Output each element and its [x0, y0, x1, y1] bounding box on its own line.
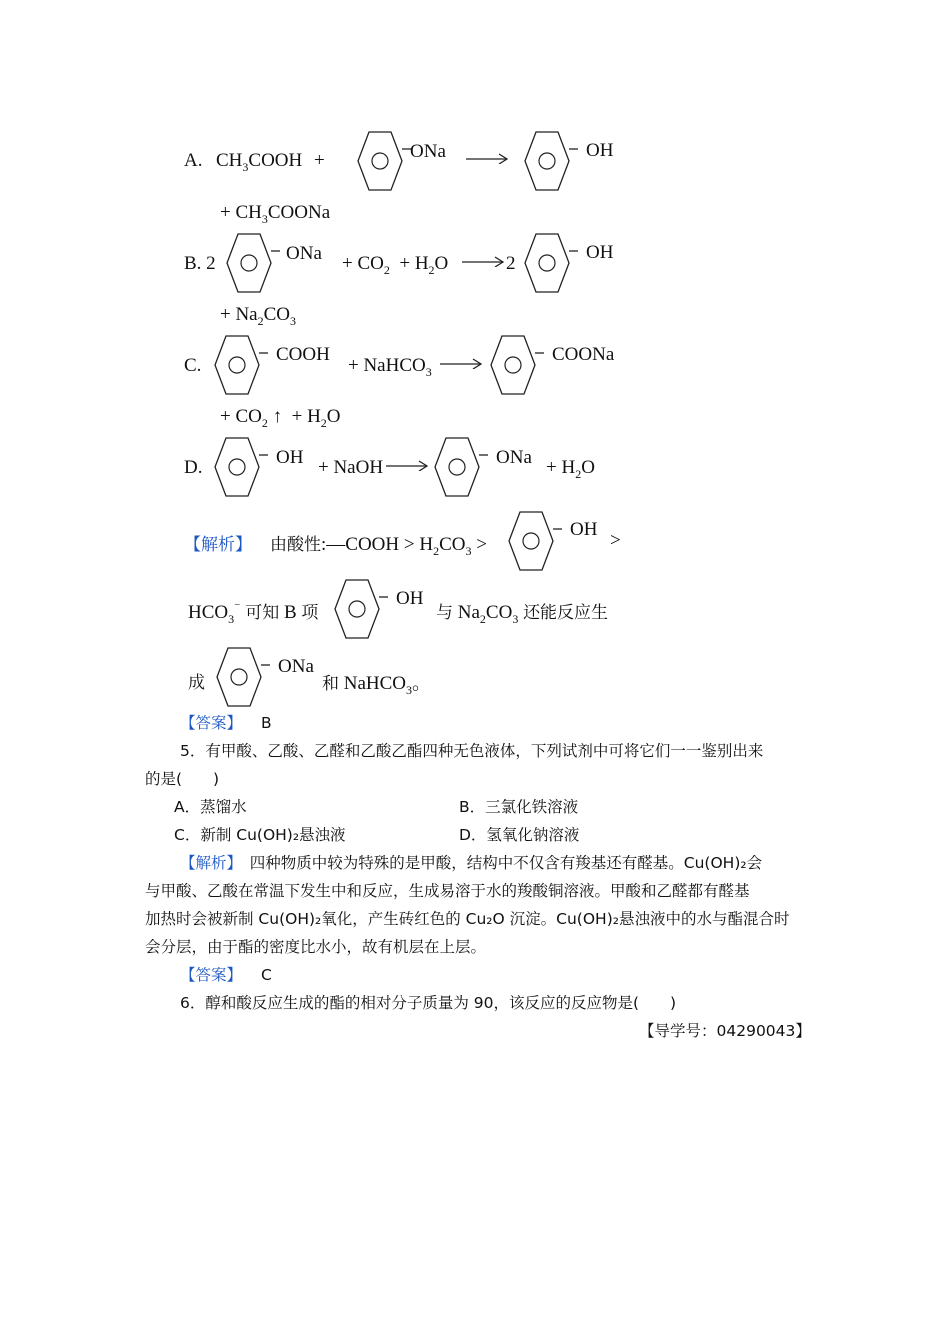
option-a-acetic-acid: $CH_3COOH$: [216, 150, 303, 174]
answer-value: B: [260, 714, 272, 732]
analysis-line2-start: $HCO_3^{^-}$ 可知 B 项: [188, 599, 319, 626]
analysis-line3-end: 和 NaHCO$_3$。: [322, 673, 432, 697]
q5-analysis-line2: 与甲酸、乙酸在常温下发生中和反应，生成易溶于水的羧酸铜溶液。甲酸和乙醛都有醛基: [145, 882, 750, 900]
option-d-byproduct: + $H_2O$: [546, 457, 595, 481]
analysis-line2-end: 与 $Na_2CO_3$ 还能反应生: [436, 602, 609, 626]
option-c-reagent: + NaHCO$_3$: [348, 355, 432, 379]
option-d-label: D.: [184, 457, 203, 478]
answer-q4: [180, 709, 272, 737]
q5-option-d: D．氢氧化钠溶液: [459, 826, 580, 844]
q5-option-c: C．新制 Cu(OH)₂悬浊液: [174, 826, 346, 844]
analysis-gt: >: [610, 530, 621, 551]
option-a-label: A.: [184, 150, 203, 171]
answer-tag: 【答案】: [180, 966, 243, 984]
q5-analysis-text: 四种物质中较为特殊的是甲酸，结构中不仅含有羧基还有醛基。Cu(OH)₂会: [234, 854, 763, 872]
option-d-ona-group: ONa: [496, 447, 532, 468]
q6-ref-number: 【导学号：04290043】: [639, 1022, 811, 1040]
q5-stem-line2: 的是( ): [145, 770, 220, 788]
option-b-reactants: + $CO_2 + H_2O$: [342, 253, 449, 277]
reaction-arrow-icon: [466, 148, 510, 164]
reaction-arrow-icon: [462, 251, 506, 267]
analysis-line2-oh: OH: [396, 588, 424, 609]
option-b-oh-group: OH: [586, 242, 614, 263]
option-c-byproduct: + $CO_2$ ↑ + $H_2O$: [220, 406, 341, 430]
benzene-ring-icon: [496, 508, 606, 574]
option-c-label: C.: [184, 355, 202, 376]
q5-analysis-line3: 加热时会被新制 Cu(OH)₂氧化，产生砖红色的 Cu₂O 沉淀。Cu(OH)₂悬浊液中的水与酯混合时: [145, 910, 790, 928]
option-d-oh-group: OH: [276, 447, 304, 468]
option-a-plus: +: [314, 150, 325, 171]
q6-stem: 6．醇和酸反应生成的酯的相对分子质量为 90，该反应的反应物是( ): [180, 994, 677, 1012]
analysis-phenol-oh: OH: [570, 519, 598, 540]
option-a-oh-group: OH: [586, 140, 614, 161]
q5-analysis-line4: 会分层，由于酯的密度比水小，故有机层在上层。: [145, 938, 487, 956]
analysis-line3-ona: ONa: [278, 656, 314, 677]
answer-tag: 【答案】: [180, 714, 243, 732]
option-c-coona-group: COONa: [552, 344, 615, 365]
option-a-ona-group: ONa: [410, 141, 446, 162]
answer-q5: [180, 961, 272, 989]
option-b-byproduct: + $Na_2CO_3$: [220, 304, 297, 328]
q5-option-a: A．蒸馏水: [174, 798, 247, 816]
analysis-line3-start: 成: [188, 673, 205, 693]
q5-analysis-line1: [180, 849, 762, 877]
analysis-tag: 【解析】: [184, 535, 252, 555]
option-c-cooh-group: COOH: [276, 344, 330, 365]
answer-value: C: [260, 966, 272, 984]
option-a-byproduct: + $CH_3COONa$: [220, 202, 331, 226]
analysis-tag: 【解析】: [180, 854, 235, 872]
option-d-reagent: + NaOH: [318, 457, 384, 478]
q5-option-b: B．三氯化铁溶液: [459, 798, 579, 816]
analysis-acidity-order: 由酸性:—COOH > $H_2CO_3$ >: [270, 534, 487, 558]
option-b-coef: 2: [506, 253, 516, 274]
option-b-label: B. 2: [184, 253, 216, 274]
option-b-ona-group: ONa: [286, 243, 322, 264]
q5-stem-line1: 5．有甲酸、乙酸、乙醛和乙酸乙酯四种无色液体，下列试剂中可将它们一一鉴别出来: [180, 742, 764, 760]
